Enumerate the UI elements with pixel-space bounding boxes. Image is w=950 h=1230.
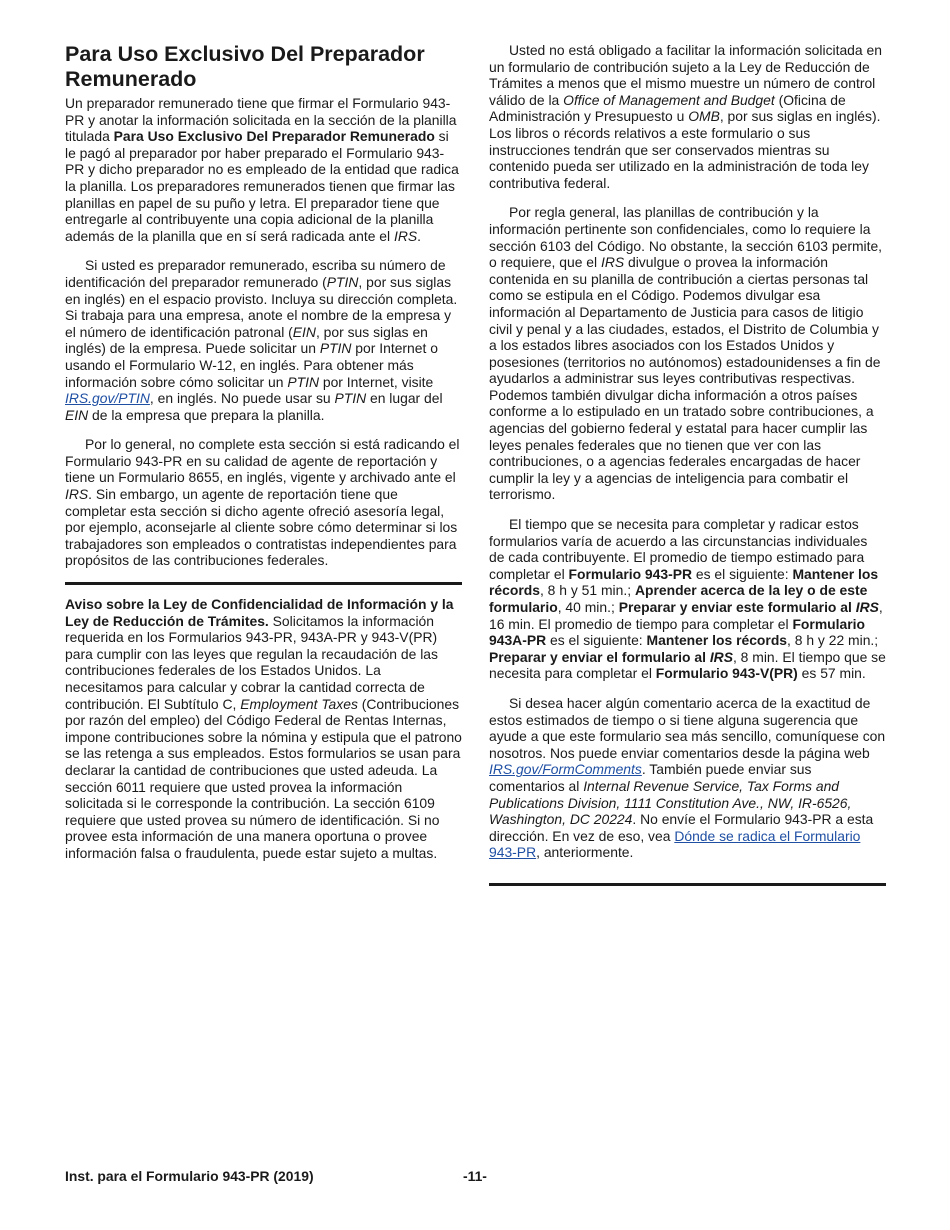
left-column xyxy=(65,42,462,875)
end-divider xyxy=(489,883,886,886)
paragraph-confidentiality: Por regla general, las planillas de contribución y la información pertinente son confidenciales, como lo requiere la sección 6103 del Código. No obstante, la sección 6103 permite, o requiere, que el IRS divulgue o provea la información contenida en su planilla de contribución a ciertas personas tal como se estipula en el Código. Podemos divulgar esa información al Departamento de Justicia para casos de litigio civil y penal y a las ciudades, estados, el Distrito de Columbia y a los estados libres asociados con los Estados Unidos y posesiones (territorios no autónomos) estadounidenses a fin de ayudarlos a administrar sus leyes contributivas respectivas. Podemos también divulgar dicha información a otros países conforme a lo estipulado en un tratado sobre contribuciones, a agencias del gobierno federal y estatal para hacer cumplir las leyes penales federales que no tienen que ver con las contribuciones, o a agencias federales encargadas de hacer cumplir la ley y a agencias de inteligencia para combatir el terrorismo. xyxy=(489,204,883,503)
paragraph-ptin: Si usted es preparador remunerado, escriba su número de identificación del preparador remunerado (PTIN, por sus siglas en inglés) en el espacio provisto. Incluya su dirección completa. Si trabaja para una empresa, anote el nombre de la empresa y el número de identificación patronal (EIN, por sus siglas en inglés) de la empresa. Puede solicitar un PTIN por Internet o usando el Formulario W-12, en inglés. Para obtener más información sobre cómo solicitar un PTIN por Internet, visite IRS.gov/PTIN, en inglés. No puede usar su PTIN en lugar del EIN de la empresa que prepara la planilla. xyxy=(65,257,458,423)
paragraph-time-estimates: El tiempo que se necesita para completar y radicar estos formularios varía de acuerdo a las circunstancias individuales de cada contribuyente. El promedio de tiempo estimado para completar el Formulario 943-PR es el siguiente: Mantener los récords, 8 h y 51 min.; Aprender acerca de la ley o de este formulario, 40 min.; Preparar y enviar este formulario al IRS, 16 min. El promedio de tiempo para completar el Formulario 943A-PR es el siguiente: Mantener los récords, 8 h y 22 min.; Preparar y enviar el formulario al IRS, 8 min. El tiempo que se necesita para completar el Formulario 943-V(PR) es 57 min. xyxy=(489,516,886,682)
page-footer xyxy=(65,1168,895,1184)
right-column xyxy=(489,42,886,897)
paragraph-reporting-agent: Por lo general, no complete esta sección si está radicando el Formulario 943-PR en su calidad de agente de reportación y tiene un Formulario 8655, en inglés, vigente y archivado ante el IRS. Sin embargo, un agente de reportación tiene que completar esta sección si dicho agente ofreció asesoría legal, por ejemplo, aconsejarle al cliente sobre cómo determinar si los trabajadores son empleados o contratistas independientes para propósitos de las contribuciones federales. xyxy=(65,436,460,569)
footer-doc-title: Inst. para el Formulario 943-PR (2019) xyxy=(65,1168,314,1184)
section-title-paid-preparer: Para Uso Exclusivo Del Preparador Remunerado xyxy=(65,42,425,91)
paragraph-paid-preparer-intro: Un preparador remunerado tiene que firmar el Formulario 943-PR y anotar la información solicitada en la sección de la planilla titulada Para Uso Exclusivo Del Preparador Remunerado si le pagó al preparador por haber preparado el Formulario 943-PR y dicho preparador no es empleado de la entidad que radica la planilla. Los preparadores remunerados tienen que firmar las planillas en papel de su puño y letra. El preparador tiene que entregarle al contribuyente una copia adicional de la planilla además de la planilla que en sí será radicada ante el IRS. xyxy=(65,95,459,244)
section-divider xyxy=(65,582,462,585)
paragraph-privacy-act-notice: Aviso sobre la Ley de Confidencialidad de Información y la Ley de Reducción de Trámites. Solicitamos la información requerida en los Formularios 943-PR, 943A-PR y 943-V(PR) para cumplir con las leyes que regulan la recaudación de las contribuciones federales de los Estados Unidos. La necesitamos para calcular y cobrar la cantidad correcta de contribución. El Subtítulo C, Employment Taxes (Contribuciones por razón del empleo) del Código Federal de Rentas Internas, impone contribuciones sobre la nómina y estipula que el patrono se las retenga a sus empleados. Estos formularios se usan para declarar la cantidad de contribuciones que usted adeuda. La sección 6011 requiere que usted provea la información solicitada si le corresponde la contribución. La sección 6109 requiere que usted provea su número de identificación. Si no provee esta información de una manera oportuna o provee información falsa o fraudulenta, puede estar sujeto a multas. xyxy=(65,596,462,861)
paragraph-omb-control: Usted no está obligado a facilitar la información solicitada en un formulario de contribución sujeto a la Ley de Reducción de Trámites a menos que el mismo muestre un número de control válido de la Office of Management and Budget (Oficina de Administración y Presupuesto u OMB, por sus siglas en inglés). Los libros o récords relativos a este formulario o sus instrucciones tendrán que ser conservados mientras su contenido pueda ser utilizado en la administración de toda ley contributiva federal. xyxy=(489,42,882,191)
paragraph-comments: Si desea hacer algún comentario acerca de la exactitud de estos estimados de tiempo o si tiene alguna sugerencia que ayude a que este formulario sea más sencillo, comuníquese con nosotros. Nos puede enviar comentarios desde la página web IRS.gov/FormComments. También puede enviar sus comentarios al Internal Revenue Service, Tax Forms and Publications Division, 1111 Constitution Ave., NW, IR-6526, Washington, DC 20224. No envíe el Formulario 943-PR a esta dirección. En vez de eso, vea Dónde se radica el Formulario 943-PR, anteriormente. xyxy=(489,694,886,861)
irs-form-comments-link[interactable]: IRS.gov/FormComments xyxy=(489,761,642,778)
where-to-file-link[interactable]: Dónde se radica el Formulario 943-PR xyxy=(489,827,861,861)
page-number: -11- xyxy=(463,1168,487,1184)
irs-ptin-link[interactable]: IRS.gov/PTIN xyxy=(65,390,150,407)
